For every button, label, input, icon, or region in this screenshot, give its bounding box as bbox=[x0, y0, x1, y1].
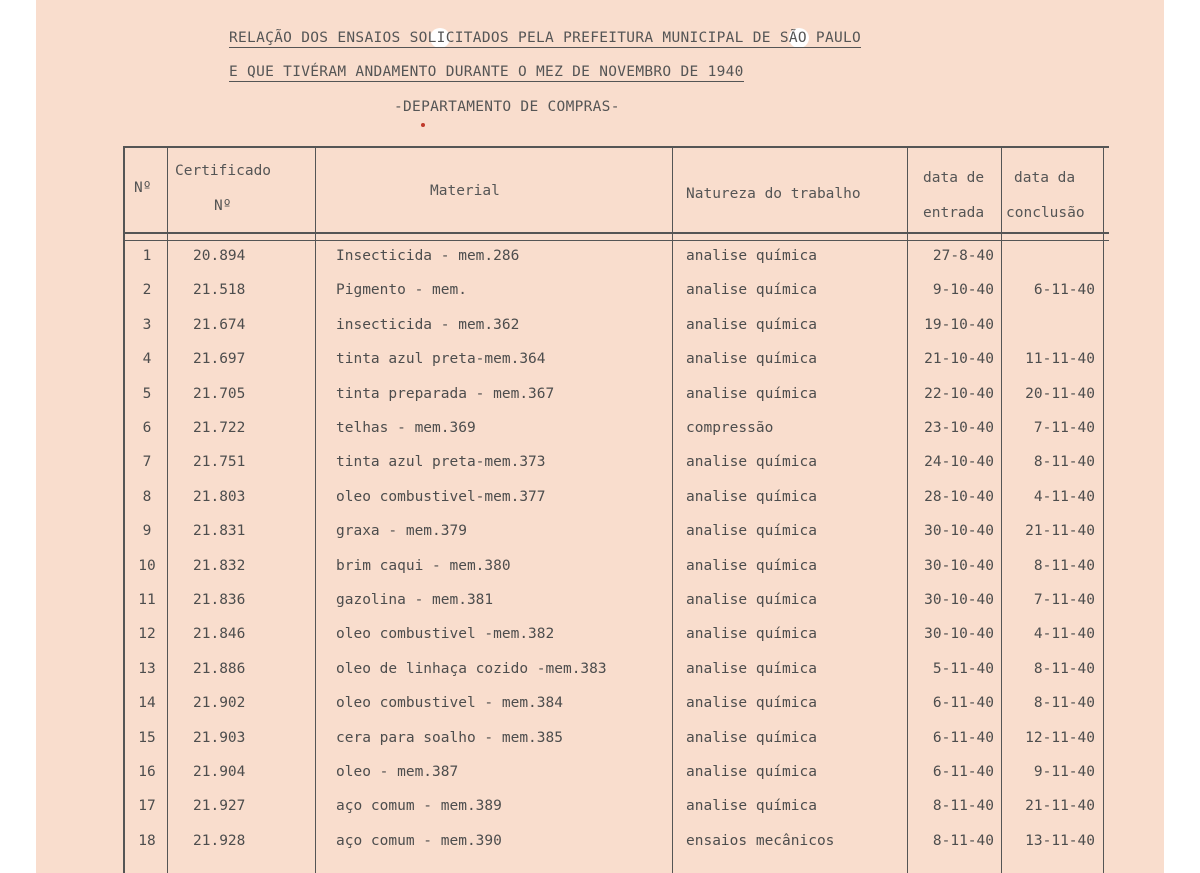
row-number: 5 bbox=[142, 385, 152, 402]
row-nature: analise química bbox=[686, 626, 817, 643]
row-conclusion-date: 7-11-40 bbox=[1033, 592, 1095, 608]
row-number: 3 bbox=[142, 316, 152, 333]
row-material: oleo de linhaça cozido -mem.383 bbox=[336, 660, 607, 677]
row-number: 14 bbox=[138, 695, 156, 712]
row-certificate: 21.902 bbox=[193, 695, 246, 712]
row-certificate: 21.904 bbox=[193, 764, 246, 780]
row-nature: analise química bbox=[686, 764, 817, 780]
header-certificate-number: Nº bbox=[214, 198, 232, 214]
row-number: 11 bbox=[138, 592, 156, 608]
row-material: tinta azul preta-mem.364 bbox=[336, 351, 546, 368]
row-certificate: 21.832 bbox=[193, 557, 246, 574]
row-number: 15 bbox=[138, 729, 156, 746]
header-certificate: Certificado bbox=[175, 163, 272, 179]
row-nature: compressão bbox=[686, 420, 774, 436]
row-entry-date: 6-11-40 bbox=[932, 764, 994, 780]
row-certificate: 21.928 bbox=[193, 832, 246, 849]
background-margin-left bbox=[0, 0, 36, 873]
header-conclusion-date-2: conclusão bbox=[1006, 205, 1085, 221]
header-entry-date: data de bbox=[923, 170, 985, 186]
row-number: 18 bbox=[138, 832, 156, 849]
row-material: oleo - mem.387 bbox=[336, 764, 459, 780]
row-nature: analise química bbox=[686, 282, 817, 299]
row-number: 16 bbox=[138, 764, 156, 780]
row-certificate: 21.722 bbox=[193, 420, 246, 436]
row-conclusion-date: 4-11-40 bbox=[1033, 626, 1095, 643]
department-heading: -DEPARTAMENTO DE COMPRAS- bbox=[394, 99, 620, 115]
row-nature: analise química bbox=[686, 729, 817, 746]
paper-sheet bbox=[36, 0, 1164, 873]
row-conclusion-date: 9-11-40 bbox=[1033, 764, 1095, 780]
row-number: 4 bbox=[142, 351, 152, 368]
row-conclusion-date: 13-11-40 bbox=[1025, 832, 1095, 849]
row-entry-date: 8-11-40 bbox=[932, 832, 994, 849]
row-entry-date: 30-10-40 bbox=[924, 626, 994, 643]
row-entry-date: 22-10-40 bbox=[924, 385, 994, 402]
row-material: graxa - mem.379 bbox=[336, 523, 467, 540]
row-number: 6 bbox=[142, 420, 152, 436]
row-material: cera para soalho - mem.385 bbox=[336, 729, 563, 746]
row-material: aço comum - mem.390 bbox=[336, 832, 502, 849]
header-entry-date-2: entrada bbox=[923, 205, 985, 221]
row-material: brim caqui - mem.380 bbox=[336, 557, 511, 574]
row-number: 10 bbox=[138, 557, 156, 574]
document-title-line2: E QUE TIVÉRAM ANDAMENTO DURANTE O MEZ DE NOVEMBRO DE 1940 bbox=[229, 64, 744, 80]
row-entry-date: 27-8-40 bbox=[932, 248, 994, 264]
row-material: Insecticida - mem.286 bbox=[336, 248, 520, 264]
row-conclusion-date: 4-11-40 bbox=[1033, 488, 1095, 505]
row-material: oleo combustivel-mem.377 bbox=[336, 488, 546, 505]
row-material: oleo combustivel - mem.384 bbox=[336, 695, 563, 712]
row-entry-date: 21-10-40 bbox=[924, 351, 994, 368]
row-material: gazolina - mem.381 bbox=[336, 592, 494, 608]
row-nature: analise química bbox=[686, 523, 817, 540]
row-conclusion-date: 11-11-40 bbox=[1025, 351, 1095, 368]
row-certificate: 21.836 bbox=[193, 592, 246, 608]
background-margin-right bbox=[1164, 0, 1200, 873]
row-entry-date: 5-11-40 bbox=[932, 660, 994, 677]
row-nature: ensaios mecânicos bbox=[686, 832, 835, 849]
row-entry-date: 24-10-40 bbox=[924, 454, 994, 471]
ink-dot bbox=[421, 123, 425, 127]
row-conclusion-date: 8-11-40 bbox=[1033, 695, 1095, 712]
row-conclusion-date: 8-11-40 bbox=[1033, 660, 1095, 677]
row-nature: analise química bbox=[686, 660, 817, 677]
row-conclusion-date: 8-11-40 bbox=[1033, 557, 1095, 574]
row-conclusion-date: 21-11-40 bbox=[1025, 798, 1095, 815]
row-conclusion-date: 21-11-40 bbox=[1025, 523, 1095, 540]
row-certificate: 21.846 bbox=[193, 626, 246, 643]
row-certificate: 21.751 bbox=[193, 454, 246, 471]
row-material: Pigmento - mem. bbox=[336, 282, 467, 299]
row-entry-date: 30-10-40 bbox=[924, 557, 994, 574]
row-nature: analise química bbox=[686, 454, 817, 471]
header-number: Nº bbox=[134, 180, 152, 196]
row-conclusion-date: 7-11-40 bbox=[1033, 420, 1095, 436]
row-material: aço comum - mem.389 bbox=[336, 798, 502, 815]
row-certificate: 21.831 bbox=[193, 523, 246, 540]
row-entry-date: 19-10-40 bbox=[924, 316, 994, 333]
row-number: 8 bbox=[142, 488, 152, 505]
row-nature: analise química bbox=[686, 592, 817, 608]
row-nature: analise química bbox=[686, 248, 817, 264]
row-nature: analise química bbox=[686, 557, 817, 574]
row-nature: analise química bbox=[686, 488, 817, 505]
row-number: 12 bbox=[138, 626, 156, 643]
row-entry-date: 9-10-40 bbox=[932, 282, 994, 299]
row-nature: analise química bbox=[686, 798, 817, 815]
row-conclusion-date: 20-11-40 bbox=[1025, 385, 1095, 402]
row-material: oleo combustivel -mem.382 bbox=[336, 626, 555, 643]
row-certificate: 21.903 bbox=[193, 729, 246, 746]
row-material: insecticida - mem.362 bbox=[336, 316, 520, 333]
header-nature: Natureza do trabalho bbox=[686, 186, 861, 202]
row-number: 2 bbox=[142, 282, 152, 299]
row-certificate: 21.518 bbox=[193, 282, 246, 299]
row-entry-date: 6-11-40 bbox=[932, 695, 994, 712]
row-material: tinta preparada - mem.367 bbox=[336, 385, 555, 402]
row-nature: analise química bbox=[686, 695, 817, 712]
row-nature: analise química bbox=[686, 351, 817, 368]
header-material: Material bbox=[430, 183, 500, 199]
row-entry-date: 23-10-40 bbox=[924, 420, 994, 436]
row-entry-date: 6-11-40 bbox=[932, 729, 994, 746]
row-number: 1 bbox=[142, 248, 152, 264]
row-entry-date: 28-10-40 bbox=[924, 488, 994, 505]
row-certificate: 21.674 bbox=[193, 316, 246, 333]
row-conclusion-date: 8-11-40 bbox=[1033, 454, 1095, 471]
row-number: 9 bbox=[142, 523, 152, 540]
row-number: 7 bbox=[142, 454, 152, 471]
row-conclusion-date: 6-11-40 bbox=[1033, 282, 1095, 299]
row-certificate: 20.894 bbox=[193, 248, 246, 264]
row-certificate: 21.886 bbox=[193, 660, 246, 677]
document-title-line1: RELAÇÃO DOS ENSAIOS SOLICITADOS PELA PREFEITURA MUNICIPAL DE SÃO PAULO bbox=[229, 30, 862, 46]
row-nature: analise química bbox=[686, 316, 817, 333]
row-certificate: 21.927 bbox=[193, 798, 246, 815]
row-entry-date: 30-10-40 bbox=[924, 523, 994, 540]
row-material: tinta azul preta-mem.373 bbox=[336, 454, 546, 471]
row-certificate: 21.803 bbox=[193, 488, 246, 505]
header-conclusion-date: data da bbox=[1014, 170, 1076, 186]
row-certificate: 21.697 bbox=[193, 351, 246, 368]
row-entry-date: 8-11-40 bbox=[932, 798, 994, 815]
row-entry-date: 30-10-40 bbox=[924, 592, 994, 608]
row-number: 17 bbox=[138, 798, 156, 815]
row-number: 13 bbox=[138, 660, 156, 677]
row-conclusion-date: 12-11-40 bbox=[1025, 729, 1095, 746]
row-certificate: 21.705 bbox=[193, 385, 246, 402]
row-nature: analise química bbox=[686, 385, 817, 402]
row-material: telhas - mem.369 bbox=[336, 420, 476, 436]
